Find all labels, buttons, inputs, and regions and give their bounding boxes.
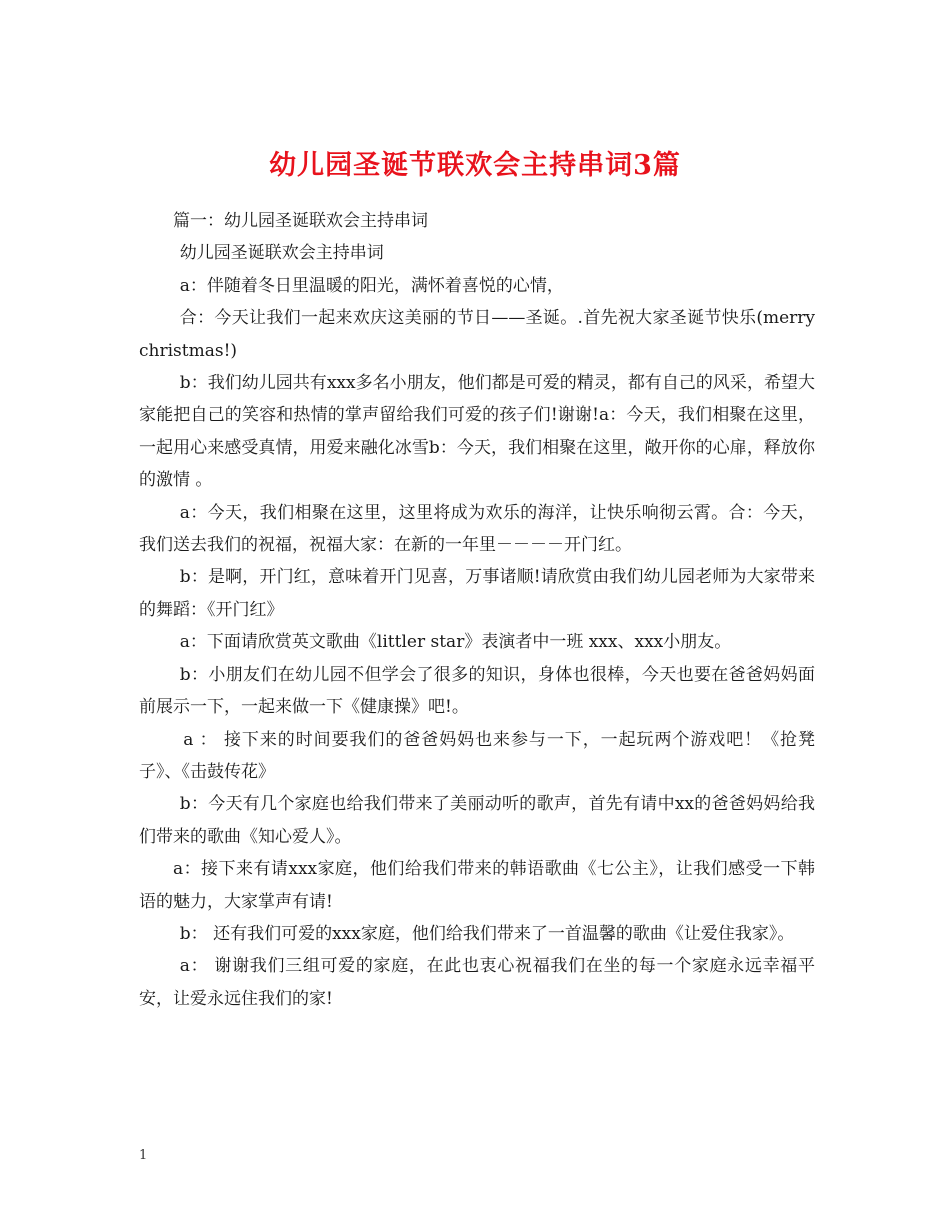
document-body [139,205,815,1015]
paragraph: a ： 接下来的时间要我们的爸爸妈妈也来参与一下，一起玩两个游戏吧！《抢凳子》、《击鼓传花》 [139,729,815,782]
paragraph: 合：今天让我们一起来欢庆这美丽的节日——圣诞。.首先祝大家圣诞节快乐(merry christmas!) [139,308,815,361]
document-title: 幼儿园圣诞节联欢会主持串词3篇 [269,150,681,182]
paragraph: a： 谢谢我们三组可爱的家庭，在此也衷心祝福我们在坐的每一个家庭永远幸福平安，让爱永远住我们的家! [139,956,815,1009]
paragraph: a：接下来有请xxx家庭，他们给我们带来的韩语歌曲《七公主》，让我们感受一下韩语的魅力，大家掌声有请! [139,859,815,912]
paragraph: a：今天，我们相聚在这里，这里将成为欢乐的海洋，让快乐响彻云霄。合：今天，我们送去我们的祝福，祝福大家：在新的一年里－－－－开门红。 [139,502,815,556]
paragraph: b：小朋友们在幼儿园不但学会了很多的知识，身体也很棒，今天也要在爸爸妈妈面前展示一下，一起来做一下《健康操》吧!。 [139,664,815,718]
paragraph: 篇一：幼儿园圣诞联欢会主持串词 [173,211,428,231]
paragraph: a：伴随着冬日里温暖的阳光，满怀着喜悦的心情， [179,275,564,296]
paragraph: 幼儿园圣诞联欢会主持串词 [179,243,384,264]
paragraph: b：是啊，开门红，意味着开门见喜，万事诸顺!请欣赏由我们幼儿园老师为大家带来的舞蹈：《开门红》 [139,567,815,620]
paragraph: b： 还有我们可爱的xxx家庭，他们给我们带来了一首温馨的歌曲《让爱住我家》。 [179,923,795,944]
page-number: 1 [139,1148,148,1163]
paragraph: b：我们幼儿园共有xxx多名小朋友，他们都是可爱的精灵，都有自己的风采，希望大家能把自己的笑容和热情的掌声留给我们可爱的孩子们!谢谢!a：今天，我们相聚在这里，一起用心来感受真情，用爱来融化冰雪b：今天，我们相聚在这里，敞开你的心扉，释放你的激情 。 [139,373,815,491]
paragraph: a：下面请欣赏英文歌曲《littler star》表演者中一班 xxx、xxx小朋友。 [179,632,732,653]
paragraph: b：今天有几个家庭也给我们带来了美丽动听的歌声，首先有请中xx的爸爸妈妈给我们带来的歌曲《知心爱人》。 [139,794,815,847]
